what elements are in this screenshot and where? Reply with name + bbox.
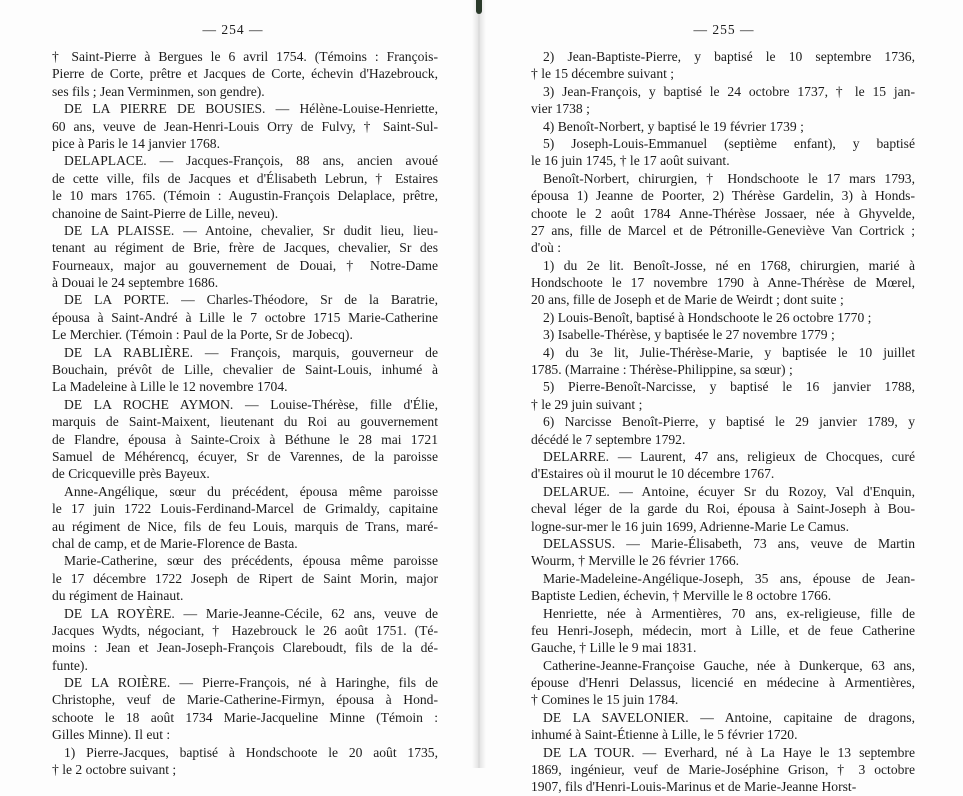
text-line: Wourm, † Merville le 26 février 1766.: [531, 553, 740, 569]
text-line: le 17 juin 1722 Louis-Ferdinand-Marcel de Grimaldy, capitaine: [52, 501, 438, 517]
text-line: 1) Pierre-Jacques, baptisé à Hondschoote le 20 août 1735,: [64, 744, 438, 760]
text-line: à Douai le 24 septembre 1686.: [52, 275, 219, 291]
page-number: — 254 —: [202, 22, 264, 37]
text-line: 6) Narcisse Benoît-Pierre, y baptisé le 29 janvier 1789, y: [543, 414, 915, 430]
text-line: Fourneaux, major au gouvernement de Douai, † Notre-Dame: [52, 257, 438, 273]
text-line: du régiment de Hainaut.: [52, 588, 184, 604]
left-page: [0, 0, 478, 778]
text-line: La Madeleine à Lille le 12 novembre 1704.: [52, 379, 288, 395]
text-line: DE LA ROYÈRE. — Marie-Jeanne-Cécile, 62 ans, veuve de: [64, 605, 438, 621]
text-line: Le Merchier. (Témoin : Paul de la Porte, Sr de Jobecq).: [52, 327, 353, 343]
text-line: 1785. (Marraine : Thérèse-Philippine, sa sœur) ;: [531, 362, 793, 378]
text-line: cheval léger de la garde du Roi, épousa à Saint-Joseph à Bou-: [531, 501, 915, 517]
text-line: inhumé à Saint-Étienne à Lille, le 5 février 1720.: [531, 727, 798, 743]
text-line: 1907, fils d'Henri-Louis-Marinus et de Marie-Jeanne Horst-: [531, 779, 857, 795]
text-line: 20 ans, fille de Joseph et de Marie de Weirdt ; dont suite ;: [531, 292, 844, 308]
text-line: de cette ville, fils de Jacques et d'Élisabeth Lebrun, † Estaires: [52, 170, 438, 186]
text-line: DE LA SAVELONIER. — Antoine, capitaine de dragons,: [543, 709, 915, 725]
text-block: [531, 48, 915, 796]
text-line: Marie-Madeleine-Angélique-Joseph, 35 ans, épouse de Jean-: [543, 570, 915, 586]
text-line: d'où :: [531, 240, 562, 256]
text-line: 2) Louis-Benoît, baptisé à Hondschoote le 26 octobre 1770 ;: [543, 309, 872, 325]
text-line: 3) Isabelle-Thérèse, y baptisée le 27 novembre 1779 ;: [543, 327, 835, 343]
text-line: † Saint-Pierre à Bergues le 6 avril 1754. (Témoins : François-: [52, 49, 438, 64]
text-line: funte).: [52, 657, 88, 673]
text-line: épouse d'Henri Delassus, licencié en médecine à Armentières,: [531, 675, 915, 691]
text-line: le 10 mars 1765. (Témoin : Augustin-François Delaplace, prêtre,: [52, 188, 438, 204]
page-number: — 255 —: [693, 22, 755, 37]
text-line: de Cricqueville près Bayeux.: [52, 466, 210, 482]
text-line: DE LA ROIÈRE. — Pierre-François, né à Haringhe, fils de: [64, 675, 438, 691]
text-line: 5) Joseph-Louis-Emmanuel (septième enfant), y baptisé: [543, 135, 915, 151]
text-line: Christophe, veuf de Marie-Catherine-Firmyn, épousa à Hond-: [52, 692, 438, 708]
text-line: Benoît-Norbert, chirurgien, † Hondschoote le 17 mars 1793,: [543, 170, 915, 186]
text-line: DE LA PIERRE DE BOUSIES. — Hélène-Louise-Henriette,: [64, 101, 438, 117]
right-page: [479, 0, 957, 795]
text-line: marquis de Saint-Maixent, lieutenant du Roi au gouvernement: [52, 414, 438, 430]
text-line: 1869, ingénieur, veuf de Marie-Joséphine Grison, † 3 octobre: [531, 762, 915, 778]
text-line: 27 ans, fille de Marcel et de Pétronille-Geneviève Van Cortrick ;: [531, 222, 915, 238]
text-line: schoote le 18 août 1734 Marie-Jacqueline Minne (Témoin :: [52, 709, 438, 725]
text-line: ses fils ; Jean Verminmen, son gendre).: [52, 83, 265, 99]
text-line: tenant au régiment de Brie, frère de Jacques, chevalier, Sr des: [52, 240, 438, 256]
text-line: Marie-Catherine, sœur des précédents, épousa même paroisse: [64, 553, 438, 569]
text-line: le 17 décembre 1722 Joseph de Ripert de Saint Morin, major: [52, 570, 438, 586]
text-line: moins : Jean et Jean-Joseph-François Clareboudt, fils de la dé-: [52, 640, 438, 656]
text-line: logne-sur-mer le 16 juin 1699, Adrienne-Marie Le Camus.: [531, 518, 849, 534]
text-line: † le 2 octobre suivant ;: [52, 762, 177, 778]
text-line: Jacques Wydts, négociant, † Hazebrouck le 26 août 1751. (Té-: [52, 622, 438, 638]
text-line: DE LA PORTE. — Charles-Théodore, Sr de la Baratrie,: [64, 292, 438, 308]
text-line: Pierre de Corte, prêtre et Jacques de Corte, échevin d'Hazebrouck,: [52, 66, 438, 82]
text-line: 60 ans, veuve de Jean-Henri-Louis Orry de Fulvy, † Saint-Sul-: [52, 118, 438, 134]
text-line: choote le 2 août 1784 Anne-Thérèse Jossaer, née à Ghyvelde,: [531, 205, 915, 221]
text-line: Hondschoote le 17 novembre 1790 à Anne-Thérèse de Mœrel,: [531, 275, 915, 291]
text-line: 5) Pierre-Benoît-Narcisse, y baptisé le 16 janvier 1788,: [543, 379, 915, 395]
text-line: d'Estaires où il mourut le 10 décembre 1767.: [531, 466, 775, 482]
text-line: décédé le 7 septembre 1792.: [531, 431, 686, 447]
text-line: 4) Benoît-Norbert, y baptisé le 19 février 1739 ;: [543, 118, 804, 134]
text-line: DE LA ROCHE AYMON. — Louise-Thérèse, fille d'Élie,: [64, 396, 438, 412]
text-line: Henriette, née à Armentières, 70 ans, ex-religieuse, fille de: [543, 605, 915, 621]
text-line: 1) du 2e lit. Benoît-Josse, né en 1768, chirurgien, marié à: [543, 257, 915, 273]
text-line: † le 29 juin suivant ;: [531, 396, 643, 412]
text-line: DE LA TOUR. — Everhard, né à La Haye le 13 septembre: [543, 744, 915, 760]
text-line: vier 1738 ;: [531, 101, 590, 117]
text-line: DELARRE. — Laurent, 47 ans, religieux de Chocques, curé: [543, 448, 915, 464]
text-line: Bouchain, prévôt de Lille, chevalier de Saint-Louis, inhumé à: [52, 362, 438, 378]
text-line: pice à Paris le 14 janvier 1768.: [52, 135, 220, 151]
text-line: DE LA PLAISSE. — Antoine, chevalier, Sr dudit lieu, lieu-: [64, 222, 438, 238]
text-line: feu Henri-Joseph, médecin, mort à Lille, et de feue Catherine: [531, 622, 915, 638]
text-line: au régiment de Nice, fils de feu Louis, marquis de Trans, maré-: [52, 518, 438, 534]
text-line: Samuel de Méhérencq, écuyer, Sr de Varennes, de la paroisse: [52, 448, 438, 464]
text-line: DELAPLACE. — Jacques-François, 88 ans, ancien avoué: [64, 153, 438, 169]
text-line: † Comines le 15 juin 1784.: [531, 692, 679, 708]
text-line: le 16 juin 1745, † le 17 août suivant.: [531, 153, 730, 169]
text-line: épousa à Saint-André à Lille le 7 octobre 1715 Marie-Catherine: [52, 309, 438, 325]
text-line: Gauche, † Lille le 9 mai 1831.: [531, 640, 697, 656]
text-line: Anne-Angélique, sœur du précédent, épousa même paroisse: [64, 483, 438, 499]
text-line: DE LA RABLIÈRE. — François, marquis, gouverneur de: [64, 344, 438, 360]
text-line: 3) Jean-François, y baptisé le 24 octobre 1737, † le 15 jan-: [543, 83, 915, 99]
text-line: chanoine de Saint-Pierre de Lille, neveu).: [52, 205, 279, 221]
text-line: Gilles Minne). Il eut :: [52, 727, 171, 743]
text-line: DELARUE. — Antoine, écuyer Sr du Rozoy, Val d'Enquin,: [543, 483, 915, 499]
text-line: Catherine-Jeanne-Françoise Gauche, née à Dunkerque, 63 ans,: [543, 657, 915, 673]
text-line: 2) Jean-Baptiste-Pierre, y baptisé le 10 septembre 1736,: [543, 49, 915, 64]
text-block: [52, 48, 438, 778]
text-line: de Flandre, épousa à Sainte-Croix à Béthune le 28 mai 1721: [52, 431, 438, 447]
text-line: chal de camp, et de Marie-Florence de Basta.: [52, 535, 298, 551]
text-line: épousa 1) Jeanne de Poorter, 2) Thérèse Gardelin, 3) à Honds-: [531, 188, 915, 204]
text-line: † le 15 décembre suivant ;: [531, 66, 675, 82]
text-line: Baptiste Ledien, échevin, † Merville le 8 octobre 1766.: [531, 588, 832, 604]
text-line: DELASSUS. — Marie-Élisabeth, 73 ans, veuve de Martin: [543, 535, 915, 551]
text-line: 4) du 3e lit, Julie-Thérèse-Marie, y baptisée le 10 juillet: [543, 344, 915, 360]
